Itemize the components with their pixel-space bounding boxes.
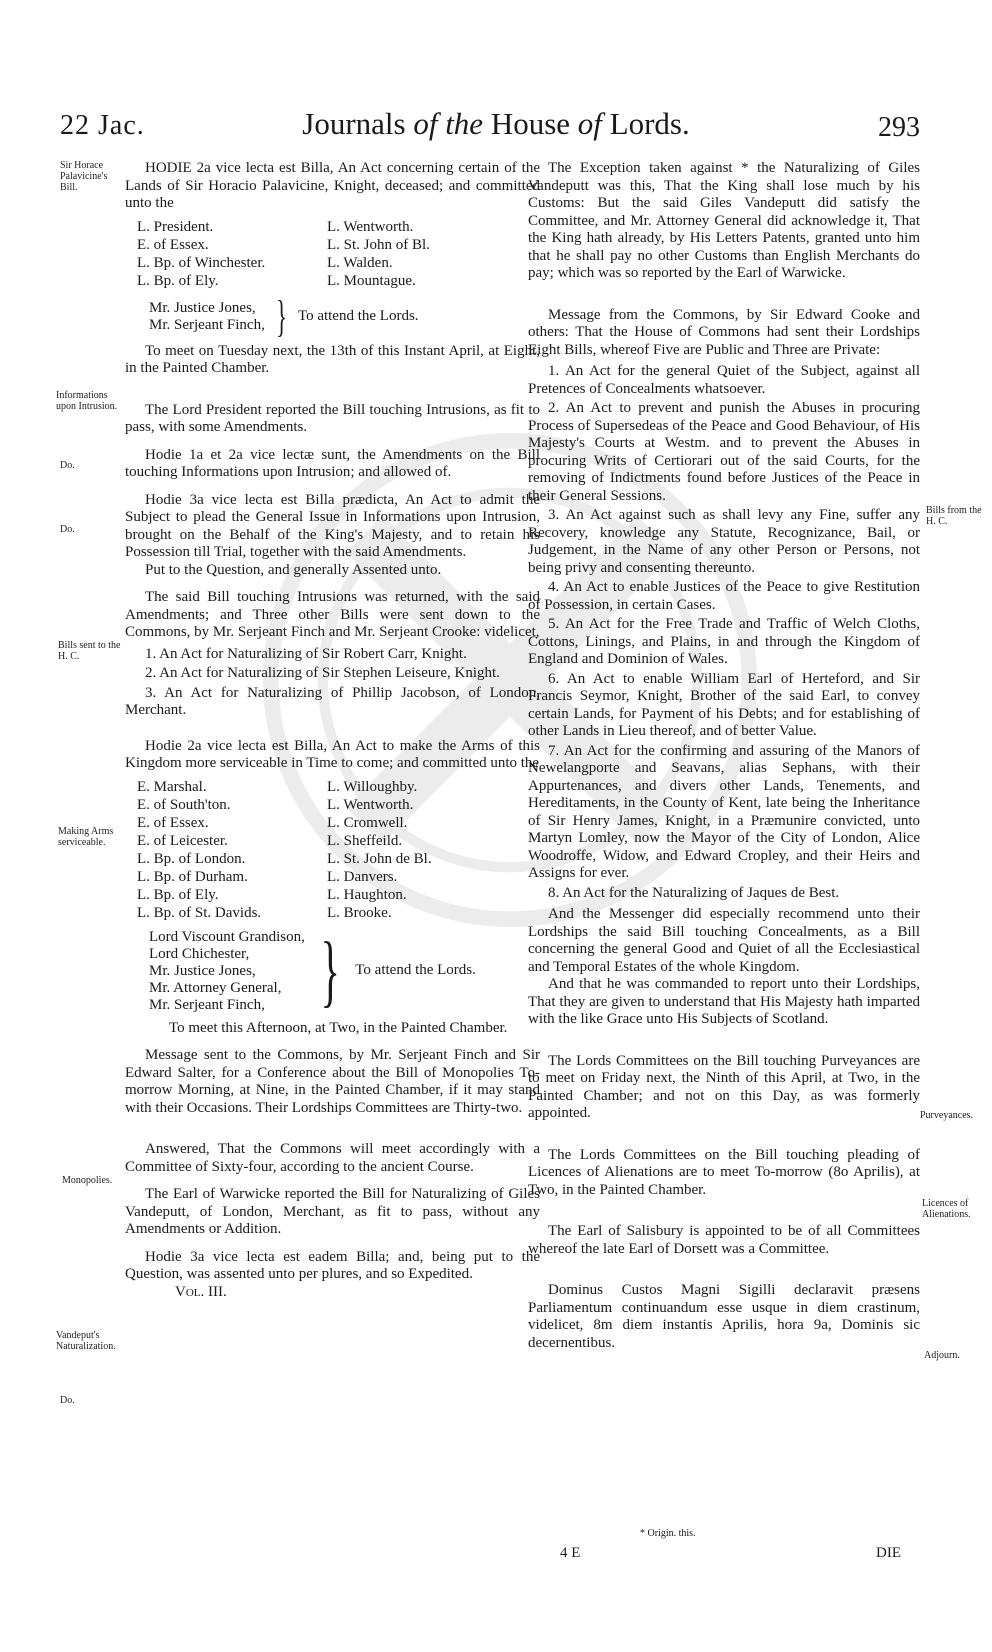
margin-note: Do. xyxy=(60,460,75,471)
list-item: 2. An Act to prevent and punish the Abuses in procuring Process of Supersedeas of the Peace and Good Behaviour, of His Majesty's Courts at Westm. and to prevent the Abuses in procuring Writs of Certiorari out of the said Courts, for the removing of Indictments found before Justices of the Peace in their General Sessions. xyxy=(528,400,920,504)
meeting-notice: To meet on Tuesday next, the 13th of this Instant April, at Eight, in the Painted Chamber. xyxy=(125,342,540,376)
attend-label: To attend the Lords. xyxy=(297,307,419,324)
paragraph: Dominus Custos Magni Sigilli declaravit præsens Parliamentum continuandum esse usque in diem crastinum, videlicet, 8m diem instantis Aprilis, hora 9a, Dominis sic decernentibus. xyxy=(528,1282,920,1351)
list-item: 7. An Act for the confirming and assuring of the Manors of Newelangporte and Seavans, alias Sephans, with their Appurtenances, and divers other Lands, Tenements, and Hereditaments, in the County of Kent, late being the Inheritance of Sir Henry James, Knight, in a Præmunire convicted, unto Martyn Lomley, now the Mayor of the City of London, Alice Woodroffe, Widow, and Edward Cropley, and their Heirs and Assigns for ever. xyxy=(528,742,920,881)
margin-note: Making Arms serviceable. xyxy=(58,826,114,848)
paragraph: Hodie 3a vice lecta est eadem Billa; and, being put to the Question, was assented unto per plures, and so Expedited. xyxy=(125,1248,540,1282)
running-header xyxy=(0,98,992,158)
attendant: Mr. Serjeant Finch, xyxy=(149,316,265,333)
bill-list xyxy=(125,646,540,720)
left-column xyxy=(125,160,540,1301)
paragraph: Put to the Question, and generally Assented unto. xyxy=(145,561,442,578)
footnote: * Origin. this. xyxy=(640,1528,696,1539)
volume-mark: Vol. III. xyxy=(175,1283,227,1300)
committee-member: L. Bp. of Durham. xyxy=(137,868,248,885)
committee-member: L. Bp. of St. Davids. xyxy=(137,904,262,921)
committee-list xyxy=(137,219,540,291)
paragraph: HODIE 2a vice lecta est Billa, An Act concerning certain of the Lands of Sir Horacio Palavicine, Knight, deceased; and committed unto the xyxy=(125,160,540,211)
paragraph: Message from the Commons, by Sir Edward Cooke and others: That the House of Commons had sent their Lordships Eight Bills, whereof Five are Public and Three are Private: xyxy=(528,306,920,358)
paragraph: The Lords Committees on the Bill touching pleading of Licences of Alienations are to meet To-morrow (8o Aprilis), at Two, in the Painted Chamber. xyxy=(528,1146,920,1198)
committee-member: L. Bp. of Ely. xyxy=(137,272,219,289)
committee-member: L. Bp. of Winchester. xyxy=(137,254,266,271)
brace-icon: } xyxy=(320,927,340,1015)
list-item: 4. An Act to enable Justices of the Peace to give Restitution of Possession, in certain Cases. xyxy=(528,579,920,613)
committee-member: L. Wentworth. xyxy=(327,796,414,813)
committee-member: L. St. John de Bl. xyxy=(327,850,432,867)
attendant: Mr. Justice Jones, xyxy=(149,299,256,316)
paragraph: And that he was commanded to report unto their Lordships, That they are given to understand that His Majesty hath imparted with the like Grace unto His Subjects of Scotland. xyxy=(528,976,920,1027)
committee-member: L. Sheffeild. xyxy=(327,832,403,849)
committee-member: L. Bp. of London. xyxy=(137,850,246,867)
margin-note: Bills sent to the H. C. xyxy=(58,640,121,662)
margin-note: Licences of Alienations. xyxy=(922,1198,971,1220)
margin-note: Bills from the H. C. xyxy=(926,505,982,527)
committee-member: L. Mountague. xyxy=(327,272,416,289)
meeting-notice: To meet this Afternoon, at Two, in the Painted Chamber. xyxy=(169,1019,508,1036)
paragraph: Hodie 1a et 2a vice lectæ sunt, the Amendments on the Bill touching Informations upon Intrusion; and allowed of. xyxy=(125,446,540,480)
attendant: Lord Viscount Grandison, xyxy=(149,928,305,945)
regnal-year: 22 Jac. xyxy=(60,110,145,141)
list-item: 3. An Act against such as shall levy any Fine, suffer any Recovery, knowledge any Statute, Recognizance, Bail, or Judgement, in the Name of any other Person or Persons, not being privy and consenting thereunto. xyxy=(528,507,920,576)
margin-note: Monopolies. xyxy=(62,1175,113,1186)
committee-member: E. Marshal. xyxy=(137,778,207,795)
committee-member: E. of South'ton. xyxy=(137,796,231,813)
committee-member: E. of Essex. xyxy=(137,814,209,831)
list-item: 5. An Act for the Free Trade and Traffic of Welch Cloths, Cottons, Linings, and Plains, in and through the Kingdom of England and Dominion of Wales. xyxy=(528,616,920,667)
list-item: 8. An Act for the Naturalizing of Jaques de Best. xyxy=(548,884,840,901)
committee-member: L. Brooke. xyxy=(327,904,392,921)
paragraph: The Lords Committees on the Bill touching Purveyances are to meet on Friday next, the Ninth of this April, at Two, in the Painted Chamber; and not on this Day, as was formerly appointed. xyxy=(528,1052,920,1121)
list-item: 1. An Act for Naturalizing of Sir Robert Carr, Knight. xyxy=(145,645,467,662)
list-item: 3. An Act for Naturalizing of Phillip Jacobson, of London, Merchant. xyxy=(125,684,540,718)
list-item: 6. An Act to enable William Earl of Herteford, and Sir Francis Seymor, Knight, Brother of the said Earl, to convey certain Lands, for Payment of his Debts; and for establishing of other Lands in Lieu thereof, and of better Value. xyxy=(528,670,920,739)
committee-member: L. President. xyxy=(137,218,214,235)
right-column xyxy=(528,160,920,1362)
committee-member: L. Danvers. xyxy=(327,868,398,885)
committee-list xyxy=(137,779,540,923)
paragraph: The Lord President reported the Bill touching Intrusions, as fit to pass, with some Amendments. xyxy=(125,401,540,435)
paragraph: Message sent to the Commons, by Mr. Serjeant Finch and Sir Edward Salter, for a Conference about the Bill of Monopolies To-morrow Morning, at Nine, in the Painted Chamber, if it may stand with their Occasions. Their Lordships Committees are Thirty-two. xyxy=(125,1047,540,1116)
list-item: 2. An Act for Naturalizing of Sir Stephen Leiseure, Knight. xyxy=(145,665,500,681)
attendant: Mr. Attorney General, xyxy=(149,979,282,996)
committee-member: L. St. John of Bl. xyxy=(327,236,430,253)
margin-note: Informations upon Intrusion. xyxy=(56,390,118,412)
attendant: Mr. Justice Jones, xyxy=(149,962,256,979)
margin-note: Purveyances. xyxy=(920,1110,974,1121)
list-item: 1. An Act for the general Quiet of the Subject, against all Pretences of Concealments whatsoever. xyxy=(528,363,920,397)
paragraph: The Earl of Salisbury is appointed to be of all Committees whereof the late Earl of Dorsett was a Committee. xyxy=(528,1223,920,1257)
committee-member: L. Bp. of Ely. xyxy=(137,886,219,903)
margin-note: Do. xyxy=(60,1395,75,1406)
committee-member: E. of Leicester. xyxy=(137,832,228,849)
margin-note: Vandeput's Naturalization. xyxy=(56,1330,116,1352)
signature-mark: 4 E xyxy=(560,1545,581,1561)
paragraph: Answered, That the Commons will meet accordingly with a Committee of Sixty-four, according to the ancient Course. xyxy=(125,1141,540,1175)
margin-note: Adjourn. xyxy=(924,1350,960,1361)
paragraph: The Exception taken against * the Naturalizing of Giles Vandeputt was this, That the King shall lose much by his Customs: But the said Giles Vandeputt did satisfy the Committee, and Mr. Attorney General did acknowledge it, That the King hath already, by His Letters Patents, granted unto him that he shall pay no other Customs than English Merchants do pay; which was so reported by the Earl of Warwicke. xyxy=(528,160,920,281)
committee-member: E. of Essex. xyxy=(137,236,209,253)
brace-icon: } xyxy=(276,291,287,341)
catchword: DIE xyxy=(876,1545,901,1561)
committee-member: L. Walden. xyxy=(327,254,393,271)
page-number: 293 xyxy=(878,112,920,143)
paragraph: Hodie 3a vice lecta est Billa prædicta, An Act to admit the Subject to plead the General Issue in Informations upon Intrusion, brought on the Behalf of the King's Majesty, and to retain his Possession till Trial, together with the said Amendments. xyxy=(125,491,540,560)
margin-note: Do. xyxy=(60,524,75,535)
attendant: Lord Chichester, xyxy=(149,945,250,962)
attend-label: To attend the Lords. xyxy=(355,962,476,979)
margin-note: Sir Horace Palavicine's Bill. xyxy=(60,160,108,193)
committee-member: L. Cromwell. xyxy=(327,814,408,831)
committee-member: L. Haughton. xyxy=(327,886,407,903)
committee-member: L. Wentworth. xyxy=(327,218,414,235)
paragraph: The Earl of Warwicke reported the Bill for Naturalizing of Giles Vandeputt, of London, Merchant, as fit to pass, without any Amendments or Addition. xyxy=(125,1186,540,1237)
paragraph: And the Messenger did especially recommend unto their Lordships the said Bill touching Concealments, as a Bill concerning the general Good and Quiet of all the Ecclesiastical and Temporal Estates of the whole Kingdom. xyxy=(528,906,920,975)
attendants-block xyxy=(149,929,540,1014)
paragraph: Hodie 2a vice lecta est Billa, An Act to make the Arms of this Kingdom more serviceable in Time to come; and committed unto the xyxy=(125,737,540,771)
journal-title: Journals of the House of Lords. xyxy=(302,106,690,141)
attendants-block xyxy=(149,291,540,341)
bill-list xyxy=(528,363,920,902)
paragraph: The said Bill touching Intrusions was returned, with the said Amendments; and Three other Bills were sent down to the Commons, by Mr. Serjeant Finch and Mr. Serjeant Crooke: videlicet, xyxy=(125,589,540,640)
attendant: Mr. Serjeant Finch, xyxy=(149,996,265,1013)
committee-member: L. Willoughby. xyxy=(327,778,418,795)
